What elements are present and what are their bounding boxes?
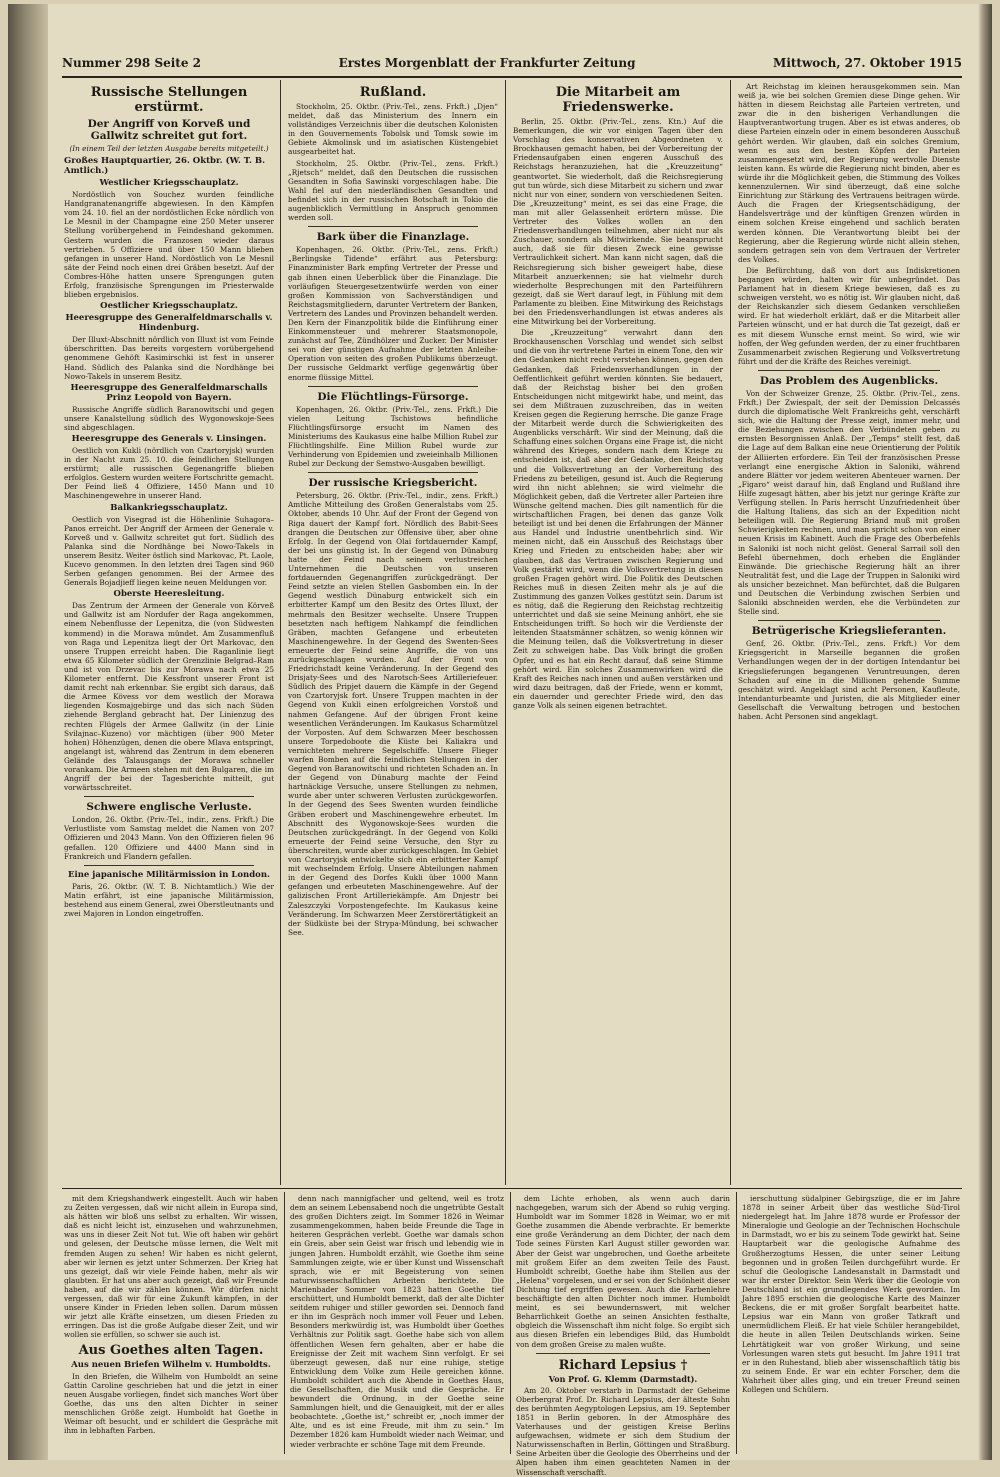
headline: Richard Lepsius † [558, 1357, 688, 1373]
paragraph: Am 20. Oktober verstarb in Darmstadt der Geheime Oberbergrat Prof. Dr. Richard Lepsius, der älteste Sohn des berühmten Aegyptologen Lepsius, am 19. September 1851 in Berlin geboren. In der Atmosphäre des Vaterhauses und der geistigen Kreise Berlins aufgewachsen, widmete er sich dem Studium der Naturwissenschaften in Berlin, Göttingen und Straßburg. Seine Arbeiten über die Geologie des Oberrheins und der Alpen haben ihm einen geachteten Namen in der Wissenschaft verschafft. [516, 1385, 730, 1477]
column-2 [288, 82, 498, 1186]
headline: Bark über die Finanzlage. [316, 231, 470, 244]
paragraph: Stockholm, 25. Oktbr. (Priv.-Tel., zens. Frkft.) „Rjetsch“ meldet, daß den Deutschen die russischen Gesandten in Sofia Sawinski vorgeschlagen habe. Die Wahl fiel auf den niederländischen Gesandten und befindet sich in der russischen Botschaft in Tokio die augenblicklich Vermittlung in Anspruch genommen werden soll. [288, 158, 498, 223]
paragraph: Genf, 26. Oktbr. (Priv.-Tel., zens. Frkft.) Vor dem Kriegsgericht in Marseille begannen die großen Verhandlungen wegen der in der dortigen Intendantur bei Kriegslieferungen begangenen Veruntreuungen, deren Schaden auf eine in die Millionen gehende Summe geschätzt wird. Angeklagt sind acht Personen, Kaufleute, Intendanturbeamte und Juristen, die als Mitglieder einer Gesellschaft die Verwaltung betrogen und bestochen haben. Acht Personen sind angeklagt. [738, 639, 960, 721]
column-rule [736, 1192, 737, 1454]
column-rule [280, 80, 281, 1185]
newspaper-page [8, 4, 992, 1477]
paragraph: Stockholm, 25. Oktbr. (Priv.-Tel., zens. Frkft.) „Djen“ meldet, daß das Ministerium des Innern ein vollständiges Verzeichnis über die deutschen Kolonisten in den Gouvernements Tobolsk und Tomsk sowie im Gebiete Akmolinsk und im asiatischen Küstengebiet ausgearbeitet hat. [288, 102, 498, 157]
issue-number: Nummer 298 Seite 2 [62, 56, 202, 70]
signature: Oberste Heeresleitung. [113, 589, 225, 600]
column-3 [513, 82, 723, 1186]
headline: Aus Goethes alten Tagen. [78, 1342, 264, 1358]
paragraph: dem Lichte erhoben, als wenn auch darin nachgegeben, warum sich der Abend so ruhig verging. Humboldt war im Sommer 1828 in Weimar, wo er mit Goethe zusammen die Abende verbrachte. Er bemerkte eine große Veränderung an dem Dichter, der nach dem Tode seines Fürsten Karl August stiller geworden war. Aber der Geist war ungebrochen, und Goethe arbeitete mit großem Eifer an dem zweiten Teile des Faust. Humboldt schreibt, Goethe habe ihm Stellen aus der „Helena“ vorgelesen, und er sei von der Schönheit dieser Dichtung tief ergriffen gewesen. Auch die Farbenlehre beschäftigte den alten Dichter noch immer. Humboldt meint, es sei bewundernswert, mit welcher Beharrlichkeit Goethe an seinen Ansichten festhalte, obgleich die Wissenschaft ihm nicht folge. So ergibt sich aus diesen Briefen ein lebendiges Bild, das Humboldt von dem großen Greise zu malen wußte. [516, 1194, 730, 1349]
feuilleton-column-4 [742, 1194, 960, 1452]
paragraph: ierschuttung südalpiner Gebirgszüge, die er im Jahre 1878 in seiner Arbeit über das westliche Süd-Tirol niedergelegt hat. Im Jahre 1878 wurde er Professor der Mineralogie und Geologie an der Technischen Hochschule in Darmstadt, wo er bis zu seinem Tode gewirkt hat. Seine Hauptarbeit war die geologische Aufnahme des Großherzogtums Hessen, die unter seiner Leitung begonnen und in großen Teilen durchgeführt wurde. Er schuf die Geologische Landesanstalt in Darmstadt und war ihr erster Direktor. Sein Werk über die Geologie von Deutschland ist ein grundlegendes Werk geworden. Im Jahre 1895 erschien die geologische Karte des Mainzer Beckens, die er mit großer Sorgfalt bearbeitet hatte. Lepsius war ein Mann von großer Tatkraft und unermüdlichem Fleiß. Er hat viele Schüler herangebildet, die heute in allen Teilen Deutschlands wirken. Seine Lehrtätigkeit war von großer Wirkung, und seine Vorlesungen waren stets gut besucht. Im Jahre 1911 trat er in den Ruhestand, blieb aber wissenschaftlich tätig bis zu seinem Ende. Er war ein echter Forscher, dem die Wahrheit über alles ging, und ein treuer Freund seinen Kollegen und Schülern. [742, 1194, 960, 1394]
paragraph: Oestlich von Kukli (nördlich von Czartoryjsk) wurden in der Nacht zum 25. 10. die feindlichen Stellungen erstürmt; alle russischen Gegenangriffe blieben erfolglos. Gestern wurden weitere Fortschritte gemacht. Der Feind ließ 4 Offiziere, 1450 Mann und 10 Maschinengewehre in unserer Hand. [64, 445, 275, 501]
divider [536, 1353, 710, 1354]
divider [308, 386, 478, 387]
column-rule [505, 80, 506, 1185]
divider [84, 865, 254, 866]
paragraph: Petersburg, 26. Oktbr. (Priv.-Tel., indir., zens. Frkft.) Amtliche Mitteilung des Großen Generalstabs vom 25. Oktober, abends 10 Uhr. Auf der Front der Gegend von Riga dauert der Kampf fort. Nördlich des Babit-Sees drangen die Deutschen zur Offensive über, aber ohne Erfolg. In der Gegend von Olai fortdauernder Kampf, der bei uns günstig ist. In der Gegend von Dünaburg hatte der Feind nach seinem verlustreichen Unternehmen die Deutschen von unseren fortdauernden Gegenangriffen zurückgedrängt. Der Feind setzte an vielen Stellen Gasbomben ein. In der Gegend westlich Dünaburg entwickelt sich ein erbitterter Kampf um den Besitz des Ortes Illuxt, der mehrmals den Besitzer wechselte. Unsere Truppen besetzten nach heftigem Nahkampf die feindlichen Gräben, machten Gefangene und erbeuteten Maschinengewehre. In der Gegend des Swenten-Sees erneuerte der Feind seine Angriffe, die von uns zurückgeschlagen wurden. Auf der Front von Friedrichstadt keine Veränderung. In der Gegend des Drisjaty-Sees und des Narotsch-Sees Artilleriefeuer. Südlich des Pripjet dauern die Kämpfe in der Gegend von Czartoryjsk fort. Unsere Truppen machten in der Gegend von Kukli einen erfolgreichen Vorstoß und nahmen Gefangene. Auf der übrigen Front keine wesentlichen Veränderungen. Im Kaukasus Scharmützel der Vorposten. Auf dem Schwarzen Meer beschossen unsere Torpedoboote die Küste bei Kaliakra und vernichteten mehrere Segelschiffe. Unsere Flieger warfen Bomben auf die feindlichen Stellungen in der Gegend von Baranowitschi und richteten Schaden an. In der Gegend von Dünaburg machte der Feind hartnäckige Versuche, unsere Stellungen zu nehmen, wurde aber unter schweren Verlusten zurückgeworfen. In der Gegend des Sees Swenten wurden feindliche Gräben erobert und Maschinengewehre erbeutet. Im Abschnitt des Wygonowskoje-Sees wurden die Deutschen zurückgedrängt. In der Gegend von Kolki erneuerte der Feind seine Versuche, den Styr zu überschreiten, wurde aber zurückgeschlagen. Im Gebiet von Czartoryjsk entwickelte sich ein erbitterter Kampf mit wechselndem Erfolg. Unsere Abteilungen nahmen in der Gegend des Dorfes Kukli über 1000 Mann gefangen und erbeuteten Maschinengewehre. Auf der galizischen Front Artilleriekämpfe. Am Dnjestr bei Zaleszczyki Vorpostengefechte. Im Kaukasus keine Veränderung. Im Schwarzen Meer Zerstörertätigkeit an der Südküste bei der Strypa-Mündung, bei schwacher See. [288, 491, 498, 937]
paragraph: Kopenhagen, 26. Oktbr. (Priv.-Tel., zens. Frkft.) „Berlingske Tidende“ erfährt aus Petersburg: Finanzminister Bark empfing Vertreter der Presse und gab ihnen einen Ueberblick über die Finanzlage. Die vorläufigen Steuergesetzentwürfe werden von einer großen Kommission von Sachverständigen und Reichstagsmitgliedern, darunter Vertretern der Banken, Vertretern des Landes und Provinzen behandelt werden. Den Kern der Finanzpolitik bilde die Einführung einer Einkommensteuer und mehrerer Staatsmonopole, zunächst auf Tee, Zündhölzer und Zucker. Der Minister sei von der günstigen Aufnahme der letzten Anleihe-Operation von seiten des großen Publikums überzeugt. Der russische Geldmarkt verfüge gegenwärtig über enorme flüssige Mittel. [288, 245, 498, 382]
header-rule [62, 76, 962, 78]
feuilleton-column-3 [516, 1194, 730, 1477]
masthead: Erstes Morgenblatt der Frankfurter Zeitung [338, 56, 636, 70]
paragraph: Russische Angriffe südlich Baranowitschi und gegen unsere Kanalstellung südlich des Wygonowskoje-Sees sind abgeschlagen. [64, 404, 274, 432]
column-4 [738, 82, 960, 1186]
paragraph: mit dem Kriegshandwerk eingestellt. Auch wir haben zu Zeiten vergessen, daß wir nicht allein in Europa sind, als hätten wir bloß uns selbst zu erhalten. Wir wissen, daß es nicht leicht ist, einzusehen und wahrzunehmen, was uns in dieser Zeit Not tut. Wie oft haben wir gehört und gelesen, der Deutsche müsse lernen, die Welt mit fremden Augen zu sehen! Wir haben es nicht gelernt, aber wir lernen es jetzt unter Schmerzen. Der Krieg hat uns gezeigt, daß wir viele Feinde haben, mehr als wir glaubten. Er hat uns aber auch gezeigt, daß wir Freunde haben, auf die wir zählen können. Wir dürfen nicht vergessen, daß wir für eine Zukunft kämpfen, in der unsere Kinder in Frieden leben sollen. Darum müssen wir jetzt alle Kräfte einsetzen, um diesen Frieden zu erringen. Das ist die große Aufgabe dieser Zeit, und wir wollen sie erfüllen, so schwer sie auch ist. [64, 1194, 278, 1340]
paragraph: Die Befürchtung, daß von dort aus Indiskretionen begangen würden, halten wir für unbegründet. Das Parlament hat in diesem Kriege bewiesen, daß es zu schweigen versteht, wo es nötig ist. Wir glauben nicht, daß der Reichskanzler sich diesem Gedanken verschließen wird. Er hat wiederholt erklärt, daß er die Mitarbeit aller Parteien wünscht, und er hat durch die Tat gezeigt, daß er es mit diesem Wunsche ernst meint. So wird, wie wir hoffen, der Weg gefunden werden, der zu einer fruchtbaren Zusammenarbeit zwischen Regierung und Volksvertretung führt und der die Kräfte des Reiches vereinigt. [738, 265, 960, 366]
headline: Das Problem des Augenblicks. [759, 374, 939, 387]
headline: Die Mitarbeit am Friedenswerke. [555, 85, 681, 115]
headline: Eine japanische Militärmission in London. [68, 869, 270, 880]
page-edge-shadow [978, 4, 992, 1460]
paragraph: Nordöstlich von Souchez wurden feindliche Handgranatenangriffe abgewiesen. In den Kämpfen vom 24. 10. fiel an der nordöstlichen Ecke nördlich von Le Mesnil in der Champagne eine 250 Meter unserer Stellung vorübergehend in Feindeshand gekommen. Gestern wurden die Franzosen wieder daraus vertrieben. 5 Offiziere und über 150 Mann blieben gefangen in unserer Hand. Nordöstlich von Le Mesnil säte der Feind noch einen drei Gräben besetzt. Auf der Combres-Höhe hatten unsere Sprengungen guten Erfolg, französische Sprengungen im Priesterwalde blieben ergebnislos. [64, 190, 274, 300]
section-heading: Heeresgruppe des Generalfeldmarschalls v. Hindenburg. [65, 313, 273, 334]
paragraph: Von der Schweizer Grenze, 25. Oktbr. (Priv.-Tel., zens. Frkft.) Der Zwiespalt, der seit der Demission Delcassés durch die diplomatische Welt Frankreichs geht, verschärft sich, wie die Haltung der Presse zeigt, immer mehr, und die Beziehungen zwischen den Verbündeten geben zu ernsten Besorgnissen Anlaß. Der „Temps“ stellt fest, daß die Lage auf dem Balkan eine neue Orientierung der Politik der Alliierten erfordere. Ein Teil der französischen Presse verlangt eine energische Aktion in Saloniki, während andere Blätter vor jedem weiteren Abenteuer warnen. Der „Figaro“ weist darauf hin, daß England und Rußland ihre Hilfe zugesagt hätten, aber bis jetzt nur geringe Kräfte zur Verfügung stellen. In Paris herrscht Unzufriedenheit über die Haltung Italiens, das sich an der Expedition nicht beteiligen will. Die Regierung Briand muß mit großen Schwierigkeiten rechnen, und man spricht schon von einer neuen Krisis im Kabinett. Auch die Frage des Oberbefehls in Saloniki ist noch nicht gelöst. General Sarrail soll den Befehl übernehmen, doch erheben die Engländer Einwände. Die griechische Regierung hält an ihrer Neutralität fest, und die Lage der Truppen in Saloniki wird als unsicher bezeichnet. Man befürchtet, daß die Bulgaren und Deutschen die Verbindung zwischen Serbien und Saloniki abschneiden werden, ehe die Verbündeten zur Stelle sind. [738, 388, 960, 617]
subheadline: Der Angriff von Korveß und Gallwitz schreitet gut fort. [87, 118, 251, 142]
page-header [62, 52, 962, 74]
issue-date: Mittwoch, 27. Oktober 1915 [773, 56, 962, 70]
binding-shadow [8, 4, 48, 1460]
divider [84, 796, 254, 797]
divider [308, 226, 478, 227]
paragraph: Der Illuxt-Abschnitt nördlich von Illuxt ist vom Feinde überschritten. Das bereits vorgestern vorübergehend genommene Gehöft Kasimirschki ist fest in unserer Hand. Südlich des Palanka sind die Nordhänge bei Nowo-Takels in unserem Besitz. [64, 335, 274, 381]
headline: Die Flüchtlings-Fürsorge. [317, 390, 469, 403]
column-rule [730, 80, 731, 1185]
paragraph: Art Reichstag im kleinen herausgekommen sein. Man weiß ja, wie bei solchen Gremien diese Dinge gehen. Wir hätten in diesem Reichstag alle Parteien vertreten, und zwar die in den bisherigen Verhandlungen die Hauptverantwortung trugen. Aber es ist etwas anderes, ob diese Parteien einzeln oder in einem besonderen Ausschuß gehört werden. Wir glauben, daß ein solches Gremium, wenn es aus den besten Köpfen der Parteien zusammengesetzt wird, der Regierung wertvolle Dienste leisten kann. Es würde die Regierung nicht binden, aber es würde ihr die Möglichkeit geben, die Stimmung des Volkes kennenzulernen. Wir sind überzeugt, daß eine solche Einrichtung zur Stärkung des Vertrauens beitragen würde. Auch die Fragen der Kriegsentschädigung, der Handelsverträge und der künftigen Grenzen würden in einem solchen Kreise eingehend und sachlich beraten werden können. Die Verantwortung bleibt bei der Regierung, aber die Regierung würde nicht allein stehen, sondern getragen sein von dem Vertrauen der Vertreter des Volkes. [738, 82, 960, 264]
headline: Russische Stellungen erstürmt. [90, 85, 248, 115]
feuilleton-column-1 [64, 1194, 278, 1452]
paragraph: In den Briefen, die Wilhelm von Humboldt an seine Gattin Caroline geschrieben hat und die jetzt in einer neuen Ausgabe vorliegen, findet sich manches Wort über Goethe, das uns den alten Dichter in seiner menschlichen Größe zeigt. Humboldt hat Goethe in Weimar oft besucht, und er schildert die Gespräche mit ihm in lebhaften Farben. [64, 1371, 278, 1436]
paragraph: denn nach mannigfacher und geltend, weil es trotz dem an seinem Lebensabend noch die ungetrübte Gestalt des großen Dichters zeigt. Im Sommer 1826 in Weimar zusammengekommen, haben beide Freunde die Tage in heiteren Gesprächen verlebt. Goethe war damals schon ein Greis, aber sein Geist war frisch und lebendig wie in jungen Jahren. Humboldt erzählt, wie Goethe ihm seine Sammlungen zeigte, wie er über Kunst und Wissenschaft sprach, wie er mit Begeisterung von seinen naturwissenschaftlichen Arbeiten berichtete. Die Marienbader Sommer von 1823 hatten Goethe tief erschüttert, und Humboldt bemerkt, daß der alte Dichter seitdem ruhiger und stiller geworden sei. Dennoch fand er ihn im Gespräch noch immer voll Feuer und Leben. Besonders merkwürdig ist, was Humboldt über Goethes Verhältnis zur Politik sagt. Goethe habe sich von allem öffentlichen Wesen fern gehalten, aber er habe die Ereignisse der Zeit mit wachem Sinn verfolgt. Er sei überzeugt gewesen, daß nur eine ruhige, stetige Entwicklung dem Volke zum Heile gereichen könne. Humboldt schildert auch die Abende in Goethes Haus, die Gesellschaften, die Musik und die Gespräche. Er bewundert die Ordnung, in der Goethe seine Sammlungen hielt, und die Genauigkeit, mit der er alles beobachtete. „Goethe ist,“ schreibt er, „noch immer der Alte, und es ist eine Freude, mit ihm zu sein.“ Im Dezember 1826 kam Humboldt wieder nach Weimar, und wieder verbrachte er schöne Tage mit dem Freunde. [290, 1194, 504, 1449]
note: (In einem Teil der letzten Ausgabe bereits mitgeteilt.) [69, 144, 269, 153]
headline: Betrügerische Kriegslieferanten. [751, 625, 947, 638]
feuilleton-rule [62, 1188, 962, 1189]
section-heading: Heeresgruppe des Generalfeldmarschalls Prinz Leopold von Bayern. [70, 382, 268, 403]
paragraph: Kopenhagen, 26. Oktbr. (Priv.-Tel., zens. Frkft.) Die vielen Leitung Tschistows befindliche Flüchtlingsfürsorge ersucht im Namen des Ministeriums des Kaukasus eine halbe Million Rubel zur Flüchtlingshilfe. Eine Million Rubel wurde zur Verhinderung von Epidemien und zweieinhalb Millionen Rubel zur Deckung der Semstwo-Ausgaben bewilligt. [288, 404, 498, 469]
section-heading: Heeresgruppe des Generals v. Linsingen. [71, 433, 267, 444]
paragraph: Das Zentrum der Armeen der Generale von Körveß und Gallwitz ist am Nordufer der Raga angekommen, einem Nebenflusse der Lepenitza, die (von Südwesten kommend) in die Morawa mündet. Am Zusammenfluß von Raga und Lepenitza liegt der Ort Markovac, den unsere Truppen erreicht haben. Die Raganlinie liegt etwa 65 Kilometer südlich der Grenzlinie Belgrad–Ram und ist von Drzevac bis zur Morawa nach etwa 25 Kilometer entfernt. Die Kessfront unserer Front ist damit recht nah erkennbar. Sie ergibt sich daraus, daß die Armee Kövess vor dem westlich der Morawa liegenden Kosmajgebirge und das sich nach Süden ziehende Bergland gebracht hat. Der Linienzug des rechten Flügels der Armee Gallwitz (in der Linie Svilajnac–Kuzeno) vor mächtigen (über 900 Meter hohen) Höhenzügen, denen die obere Mlava entspringt, angelangt ist, während das Zentrum in dem ebeneren Gelände des Talausgangs der Morawa schneller vorankam. Die Armeen stehen mit den Bulgaren, die im Angriff der bei der Tagesberichte mitteilt, gut vorwärtsschreitet. [64, 601, 274, 793]
headline: Der russische Kriegsbericht. [308, 477, 478, 490]
section-heading: Oestlicher Kriegsschauplatz. [100, 301, 238, 312]
column-rule [510, 1192, 511, 1454]
paragraph: Paris, 26. Oktbr. (W. T. B. Nichtamtlich.) Wie der Matin erfährt, ist eine japanische Militärmission, bestehend aus einem General, zwei Oberstleutnants und zwei Majoren in London eingetroffen. [64, 881, 274, 918]
byline: Von Prof. G. Klemm (Darmstadt). [548, 1373, 698, 1384]
paragraph: London, 26. Oktbr. (Priv.-Tel., indir., zens. Frkft.) Die Verlustliste vom Samstag meldet die Namen von 207 Offizieren und 2043 Mann. Von den Offizieren fielen 96 gefallen. 120 Offiziere und 4400 Mann sind in Frankreich und Flandern gefallen. [64, 815, 274, 861]
divider [308, 472, 478, 473]
paragraph: Berlin, 25. Oktbr. (Priv.-Tel., zens. Ktn.) Auf die Bemerkungen, die wir vor einigen Tagen über den Vorschlag des konservativen Abgeordneten v. Brockhausen gemacht haben, bei der Vorbereitung der Friedensaufgaben einen engeren Ausschuß des Reichstags heranzuziehen, hat die „Kreuzzeitung“ geantwortet. Sie wiederholt, daß die Reichsregierung gut tun würde, sich diese Mitarbeit zu sichern und zwar nicht nur von einer, sondern von verschiedenen Seiten. Die „Kreuzzeitung“ meint, es sei das eine Frage, die man mit aller Gelassenheit erörtern müsse. Die Vertreter des Volkes wollen an den Friedensverhandlungen teilnehmen, aber nicht nur als Zuschauer, sondern als Mitwirkende. Sie beansprucht auch, daß sie für diesen Zweck eine gewisse Vertraulichkeit sichert. Man kann nicht sagen, daß die Reichsregierung sich bisher geweigert habe, diese Mitarbeit anzuerkennen; sie hat vielmehr durch wiederholte Besprechungen mit den Parteiführern gezeigt, daß sie Wert darauf legt, in Fühlung mit dem Parlamente zu bleiben. Eine Mitwirkung des Reichstags bei den Friedensverhandlungen ist etwas anderes als eine Mitwirkung bei der Vorbereitung. [513, 117, 723, 327]
paragraph: Die „Kreuzzeitung“ verwahrt dann den Brockhausenschen Vorschlag und wendet sich selbst und die von ihr vertretene Partei in einem Tone, den wir den Gedanken nicht recht verstehen können, gegen den Gedanken, daß Friedensverhandlungen in der Oeffentlichkeit geführt werden könnten. Sie bedauert, daß der Reichstag bisher bei den großen Entscheidungen nicht mitgewirkt habe, und meint, das sei dem Mißtrauen zuzuschreiben, das in weiten Kreisen gegen die Regierung herrsche. Die ganze Frage der Mitarbeit werde durch die Schwierigkeiten des Augenblicks verschärft. Wir sind der Meinung, daß die Schaffung eines solchen Organs eine Frage ist, die nicht während des Krieges, sondern nach dem Kriege zu entscheiden ist, daß aber der Gedanke, den Reichstag und die Volksvertretung an der Vorbereitung des Friedens zu beteiligen, gesund ist. Auch die Regierung wird ihn nicht ablehnen; sie wird vielmehr die Möglichkeit geben, daß die Vertreter aller Parteien ihre Wünsche geltend machen. Dies gilt namentlich für die wirtschaftlichen Fragen, bei denen das ganze Volk beteiligt ist und bei denen die Erfahrungen der Männer aus Handel und Industrie unentbehrlich sind. Wir meinen nicht, daß ein Ausschuß des Reichstags über Krieg und Frieden zu entscheiden habe; aber wir glauben, daß das Vertrauen zwischen Regierung und Volk gestärkt wird, wenn die Volksvertretung in diesen großen Fragen gehört wird. Die Politik des Deutschen Reiches muß in diesen Zeiten mehr als je auf die Zustimmung des ganzen Volkes gestützt sein. Darum ist es nötig, daß die Regierung den Reichstag rechtzeitig unterrichtet und daß sie seine Meinung anhört, ehe sie Entscheidungen trifft. So hoch wir die Verdienste der leitenden Staatsmänner schätzen, so wenig können wir die Meinung teilen, daß die Volksvertretung in dieser Zeit zu schweigen habe. Das Volk bringt die großen Opfer, und es hat ein Recht darauf, daß seine Stimme gehört wird. Ein solches Zusammenwirken wird die Kraft des Reiches nach innen und außen verstärken und wird dazu beitragen, daß der Friede, wenn er kommt, ein dauernder und gerechter Friede wird, den das ganze Volk als seinen eigenen betrachtet. [513, 328, 723, 710]
column-1 [64, 82, 274, 1186]
feuilleton-column-2 [290, 1194, 504, 1452]
headline: Schwere englische Verluste. [86, 801, 252, 814]
column-rule [284, 1192, 285, 1454]
section-heading: Balkankriegsschauplatz. [110, 502, 228, 513]
divider [758, 620, 940, 621]
subheadline: Aus neuen Briefen Wilhelm v. Humboldts. [71, 1359, 271, 1370]
headline: Rußland. [359, 85, 427, 100]
section-heading: Westlicher Kriegsschauplatz. [99, 178, 239, 189]
divider [758, 370, 940, 371]
paragraph: Oestlich von Visegrad ist die Höhenlinie Suhagora–Panos erreicht. Der Angriff der Armeen der Generale v. Korveß und v. Gallwitz schreitet gut fort. Südlich des Palanka sind die Nordhänge bei Nowo-Takels in unserem Besitz. Weiter östlich sind Markovac, Pt. Laole, Kucevo genommen. In den letzten drei Tagen sind 960 Serben gefangen genommen. Bei der Armee des Generals Bojadjieff liegen keine neuen Meldungen vor. [64, 514, 274, 588]
dateline: Großes Hauptquartier, 26. Oktbr. (W. T. B. Amtlich.) [64, 156, 266, 177]
